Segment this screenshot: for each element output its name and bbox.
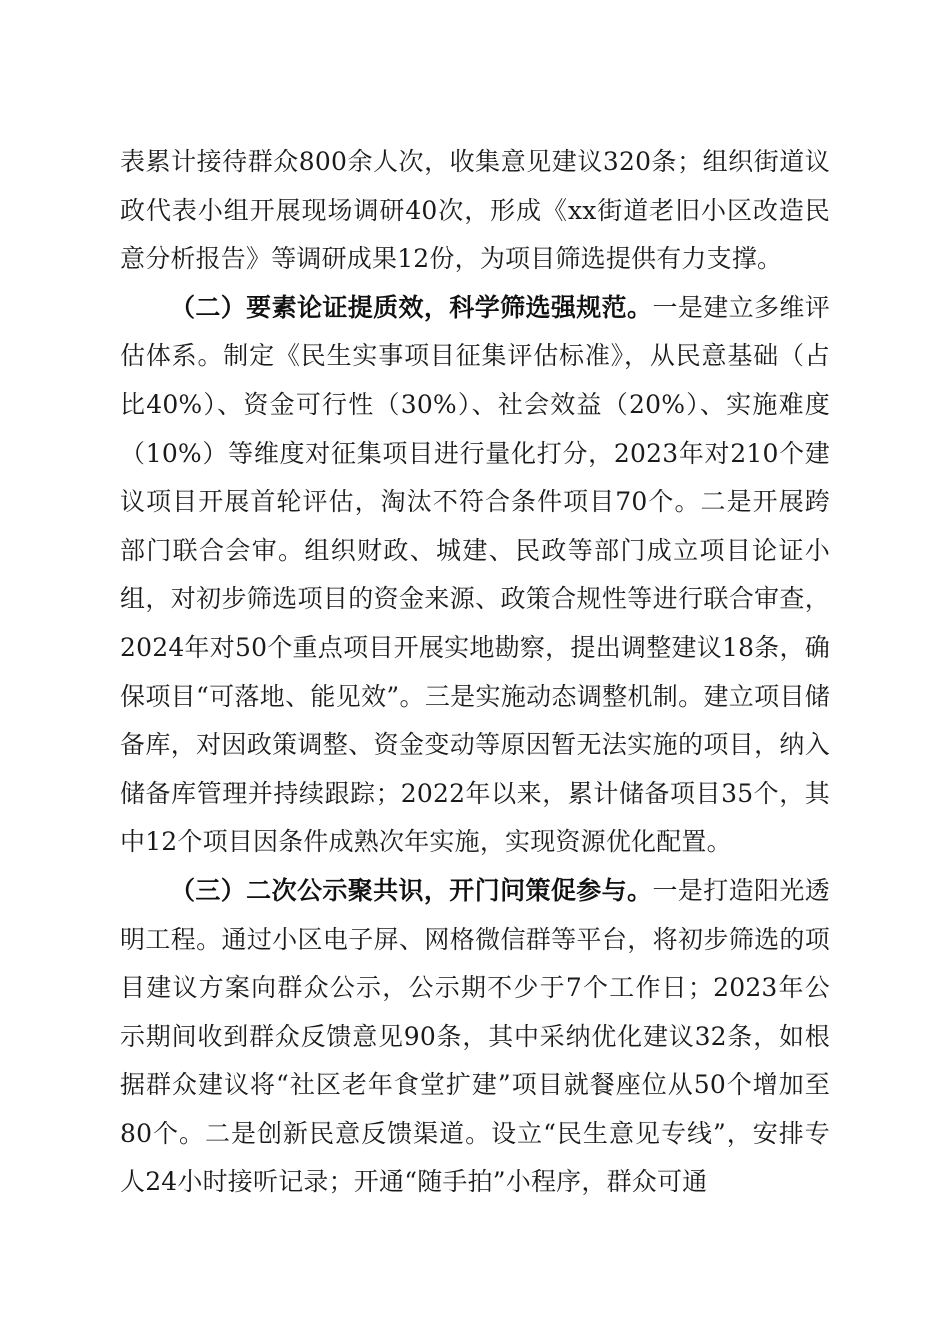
paragraph-continuation bbox=[120, 138, 830, 284]
paragraph-section-3 bbox=[120, 867, 830, 1207]
document-body bbox=[120, 138, 830, 1207]
paragraph-text: 一是建立多维评估体系。制定《民生实事项目征集评估标准》，从民意基础（占比40%）、资金可行性（30%）、社会效益（20%）、实施难度（10%）等维度对征集项目进行量化打分，2023年对210个建议项目开展首轮评估，淘汰不符合条件项目70个。二是开展跨部门联合会审。组织财政、城建、民政等部门成立项目论证小组，对初步筛选项目的资金来源、政策合规性等进行联合审查，2024年对50个重点项目开展实地勘察，提出调整建议18条，确保项目“可落地、能见效”。三是实施动态调整机制。建立项目储备库，对因政策调整、资金变动等原因暂无法实施的项目，纳入储备库管理并持续跟踪；2022年以来，累计储备项目35个，其中12个项目因条件成熟次年实施，实现资源优化配置。 bbox=[120, 292, 830, 857]
paragraph-text: 表累计接待群众800余人次，收集意见建议320条；组织街道议政代表小组开展现场调研40次，形成《xx街道老旧小区改造民意分析报告》等调研成果12份，为项目筛选提供有力支撑。 bbox=[120, 147, 830, 274]
section-heading: （二）要素论证提质效，科学筛选强规范。 bbox=[170, 292, 653, 322]
section-heading: （三）二次公示聚共识，开门问策促参与。 bbox=[170, 875, 653, 905]
paragraph-text: 一是打造阳光透明工程。通过小区电子屏、网格微信群等平台，将初步筛选的项目建议方案向群众公示，公示期不少于7个工作日；2023年公示期间收到群众反馈意见90条，其中采纳优化建议32条，如根据群众建议将“社区老年食堂扩建”项目就餐座位从50个增加至80个。二是创新民意反馈渠道。设立“民生意见专线”，安排专人24小时接听记录；开通“随手拍”小程序，群众可通 bbox=[120, 875, 830, 1197]
paragraph-section-2 bbox=[120, 284, 830, 867]
